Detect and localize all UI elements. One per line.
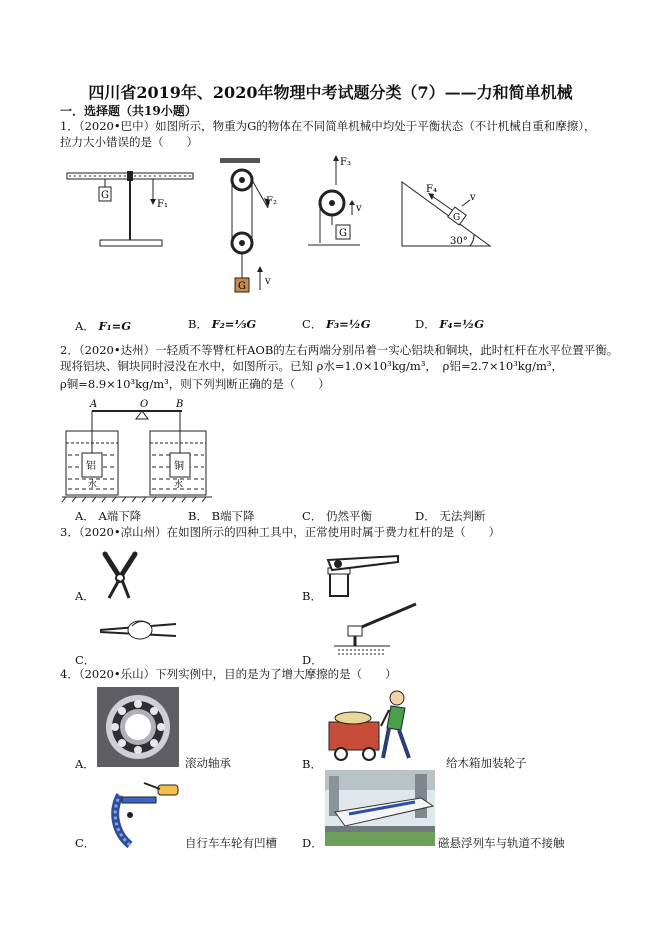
q4-option-b-caption: 给木箱加装轮子 [446,756,527,770]
q2-option-b-letter: B． [188,509,208,523]
q1-fig-f4: F₄ [426,184,437,195]
q1-fig-g4: G [453,213,461,223]
section-heading: 一．选择题（共19小题） [60,104,197,118]
q2-fig-w1: 水 [88,480,98,490]
q2-option-b-text: B端下降 [211,509,255,523]
q2-option-a-letter: A． [75,509,95,523]
q2-fig-w2: 水 [174,480,184,490]
q4-option-c[interactable]: C． [75,836,96,850]
q4-option-a[interactable]: A． [75,757,95,771]
q1-fig-g3: G [339,228,347,239]
q1-fig-g1: G [101,190,109,201]
q4-stem: 4．（2020•乐山）下列实例中，目的是为了增大摩擦的是（ ） [60,667,397,681]
pliers-image [95,550,145,602]
q2-option-d-letter: D． [415,509,436,523]
q2-figure-lever-in-water [62,395,222,503]
q1-fig-angle: 30° [450,236,468,247]
q1-option-a[interactable] [75,318,131,334]
bottle-opener-image [322,550,402,600]
q1-figure-lever [65,165,195,260]
q2-stem-line1: 2．（2020•达州）一轻质不等臂杠杆AOB的左右两端分别吊着一实心铝块和铜块，此时杠杆在水平位置平衡。 [60,343,619,357]
q1-option-d[interactable] [415,316,484,332]
q2-option-a-text: A端下降 [98,509,142,523]
q1-fig-v4: v [470,192,476,203]
wooden-box-with-wheels-image [325,688,437,768]
q2-fig-a: A [90,399,98,410]
q2-option-c[interactable] [302,508,372,524]
q4-option-d[interactable]: D． [302,836,323,850]
q1-fig-v2: v [265,276,271,287]
q3-stem: 3．（2020•凉山州）在如图所示的四种工具中，正常使用时属于费力杠杆的是（ ） [60,525,501,539]
q1-option-d-letter: D． [415,317,436,331]
q1-stem-line2: 拉力大小错误的是（ ） [60,135,198,149]
tweezers-hand-image [98,614,178,644]
q2-fig-b: B [176,399,184,410]
q4-option-c-caption: 自行车车轮有凹槽 [185,836,277,850]
q4-option-b[interactable]: B． [302,757,322,771]
q2-option-a[interactable] [75,508,141,524]
q1-option-c-text: F₃=½G [325,317,371,331]
q1-option-c[interactable] [302,316,371,332]
ball-bearing-image [97,687,179,767]
q2-option-d-text: 无法判断 [439,509,486,523]
q4-option-a-caption: 滚动轴承 [185,756,231,770]
q1-option-b-text: F₂=⅓G [211,317,257,331]
q2-fig-o: O [140,399,149,410]
page-title: 四川省2019年、2020年物理中考试题分类（7）——力和简单机械 [88,83,573,102]
q1-figure-movable-pulley [300,155,370,250]
q2-stem-line3: ρ铜=8.9×10³kg/m³，则下列判断正确的是（ ） [60,377,330,391]
bicycle-wheel-image [100,775,182,845]
q1-option-d-text: F₄=½G [439,317,485,331]
q2-fig-al: 铝 [86,461,96,472]
q1-figure-pulley [220,158,280,298]
q2-option-b[interactable] [188,508,255,524]
q3-option-c[interactable]: C． [75,653,96,667]
q1-option-c-letter: C． [302,317,323,331]
q1-fig-f3: F₃ [340,157,351,168]
q2-option-c-letter: C． [302,509,323,523]
q1-option-b[interactable] [188,316,256,332]
q1-fig-g2: G [238,281,246,292]
q3-option-b[interactable]: B． [302,589,322,603]
q1-option-a-text: F₁=G [98,319,132,333]
q3-option-d[interactable]: D． [302,653,323,667]
q2-option-d[interactable] [415,508,485,524]
q1-option-b-letter: B． [188,317,208,331]
q1-stem-line1: 1．（2020•巴中）如图所示，物重为G的物体在不同简单机械中均处于平衡状态（不计机械自重和摩擦）， [60,119,596,133]
q1-figure-incline [398,178,498,250]
q1-fig-v3: v [356,203,362,214]
crowbar-image [330,600,420,656]
q2-option-c-text: 仍然平衡 [325,509,372,523]
q2-stem-line2: 现将铝块、铜块同时浸没在水中，如图所示。已知 ρ水=1.0×10³kg/m³， ρ铝=2.7×10³kg/m³， [60,359,563,373]
q1-fig-f2: F₂ [266,196,277,207]
q1-fig-f1: F₁ [157,199,168,210]
maglev-train-image [325,770,435,846]
q2-fig-cu: 铜 [174,461,184,472]
q1-option-a-letter: A． [75,319,95,333]
q3-option-a[interactable]: A． [75,589,95,603]
q4-option-d-caption: 磁悬浮列车与轨道不接触 [438,836,565,850]
